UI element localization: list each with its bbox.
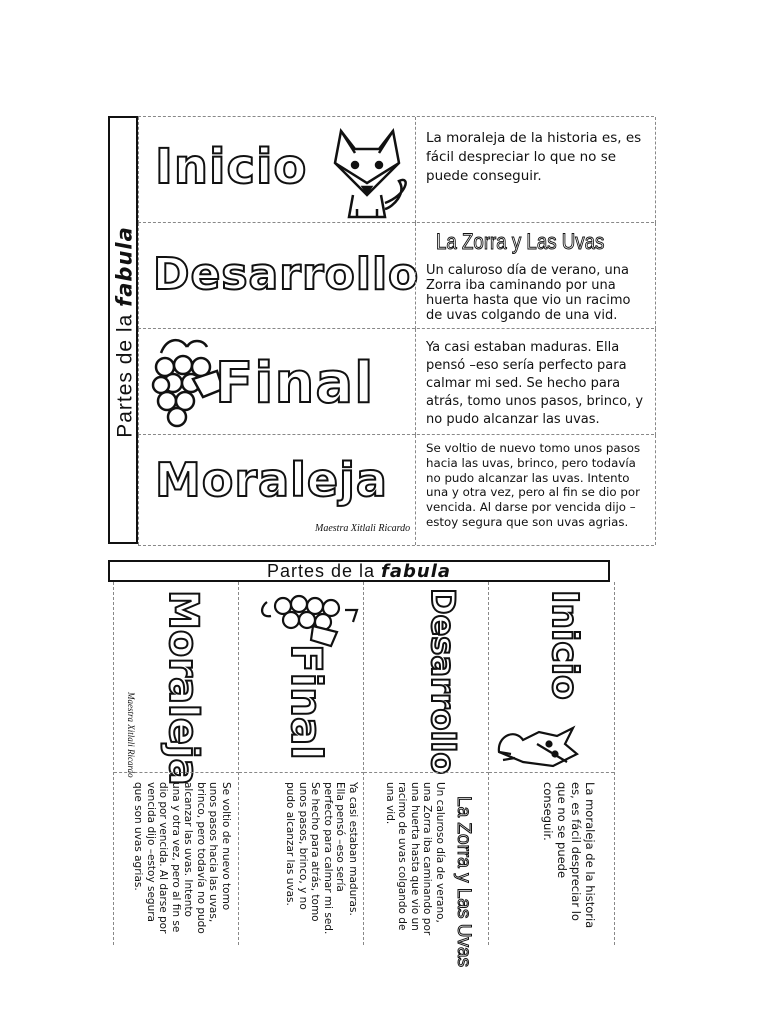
- text-inicio: La moraleja de la historia es, es fácil despreciar lo que no se puede conseguir.: [426, 130, 642, 184]
- label-inicio: Inicio: [155, 139, 308, 195]
- text-desarrollo: Un caluroso día de verano, una Zorra iba caminando por una huerta hasta que vio un racimo de uvas colgando de una vid.: [384, 782, 446, 936]
- story-title: La Zorra y Las Uvas: [453, 796, 474, 968]
- side-title: [113, 226, 138, 438]
- text-cell: [415, 435, 656, 545]
- split-line: [239, 772, 364, 773]
- text-inicio: La moraleja de la historia es, es fácil despreciar lo que no se puede conseguir.: [541, 782, 597, 929]
- col-inicio: [488, 582, 615, 945]
- title-prefix: Partes de la: [266, 561, 376, 581]
- top-sheet: [108, 116, 654, 544]
- text-final: Ya casi estaban maduras. Ella pensó –eso sería perfecto para calmar mi sed. Se hecho para atrás, tomo unos pasos, brinco, y no pudo alcanzar las uvas.: [284, 782, 359, 935]
- text-final: Ya casi estaban maduras. Ella pensó –eso sería perfecto para calmar mi sed. Se hecho para atrás, tomo unos pasos, brinco, y no pudo alcanzar las uvas.: [426, 340, 644, 427]
- label-inicio: Inicio: [544, 590, 585, 700]
- label-desarrollo: Desarrollo: [424, 588, 462, 775]
- side-title-bar: [108, 116, 138, 544]
- label-moraleja: Moraleja: [160, 590, 206, 786]
- text-moraleja: Se voltio de nuevo tomo unos pasos hacia las uvas, brinco, pero todavía no pudo alcanzar las uvas. Intento una y otra vez, pero al fin se dio por vencida. Al darse por vencida dijo –estoy segura que son uvas agrias.: [132, 782, 232, 934]
- parts-grid: [138, 116, 654, 544]
- title-word: fabula: [112, 226, 137, 307]
- grapes-icon: [253, 588, 363, 648]
- text-desarrollo: Un caluroso día de verano, una Zorra iba caminando por una huerta hasta que vio un racimo de uvas colgando de una vid.: [426, 263, 631, 323]
- bottom-title: [110, 562, 608, 581]
- text-cell: [415, 329, 656, 435]
- bottom-title-bar: [108, 560, 610, 582]
- signature: Maestra Xitlali Ricardo: [315, 523, 411, 534]
- row-final: [138, 328, 654, 435]
- bottom-sheet: [108, 560, 610, 968]
- label-cell: [138, 117, 415, 223]
- fox-icon: [327, 123, 417, 219]
- fox-icon: [493, 722, 583, 772]
- label-moraleja: Moraleja: [155, 453, 388, 507]
- row-desarrollo: [138, 222, 654, 329]
- split-line: [364, 772, 489, 773]
- label-final: Final: [215, 351, 375, 416]
- label-cell: [138, 435, 415, 545]
- col-final: [238, 582, 364, 945]
- text-cell: [415, 117, 656, 223]
- title-prefix: Partes de la: [113, 313, 137, 438]
- text-cell: [415, 223, 656, 329]
- col-moraleja: [113, 582, 239, 945]
- split-line: [114, 772, 239, 773]
- label-cell: [138, 223, 420, 329]
- col-desarrollo: [363, 582, 489, 968]
- row-moraleja: [138, 434, 654, 546]
- signature: Maestra Xitlali Ricardo: [126, 692, 136, 778]
- title-word: fabula: [381, 561, 452, 582]
- label-desarrollo: Desarrollo: [153, 249, 420, 300]
- label-final: Final: [282, 644, 331, 760]
- split-line: [489, 772, 614, 773]
- story-title: La Zorra y Las Uvas: [436, 229, 605, 254]
- label-cell: [138, 329, 415, 435]
- text-moraleja: Se voltio de nuevo tomo unos pasos hacia las uvas, brinco, pero todavía no pudo alcanzar las uvas. Intento una y otra vez, pero al fin se dio por vencida. Al darse por vencida dijo –estoy segura que son uvas agrias.: [426, 441, 641, 529]
- row-inicio: [138, 116, 654, 223]
